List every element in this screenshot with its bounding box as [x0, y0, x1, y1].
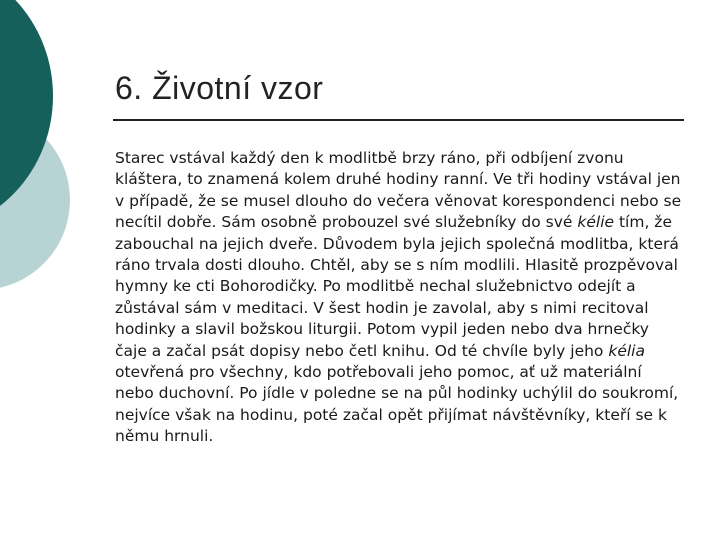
slide-body-text [115, 148, 683, 448]
body-text-part-2: tím, že zabouchal na jejich dveře. Důvodem byla jejich společná modlitba, která ráno trvala dosti dlouho. Chtěl, aby se s ním modlili. Hlasitě prozpěvoval hymny ke cti Bohorodičky. Po modlitbě nechal služebnictvo odejít a zůstával sám v meditaci. V šest hodin je zavolal, aby s nimi recitoval hodinky a slavil božskou liturgii. Potom vypil jeden nebo dva hrnečky čaje a začal psát dopisy nebo četl knihu. Od té chvíle byly jeho [115, 213, 679, 360]
body-text-part-1: Starec vstával každý den k modlitbě brzy ráno, při odbíjení zvonu kláštera, to znamená kolem druhé hodiny ranní. Ve tři hodiny vstával jen v případě, že se musel dlouho do večera věnovat korespondenci nebo se necítil dobře. Sám osobně probouzel své služebníky do své [115, 149, 682, 232]
body-italic-kelie: kélie [577, 213, 615, 232]
body-text-part-3: otevřená pro všechny, kdo potřebovali jeho pomoc, ať už materiální nebo duchovní. Po jídle v poledne se na půl hodinky uchýlil do soukromí, nejvíce však na hodinu, poté začal opět přijímat návštěvníky, kteří se k němu hrnuli. [115, 363, 679, 446]
title-divider [113, 119, 684, 121]
slide-title: 6. Životní vzor [115, 70, 324, 106]
body-italic-kelia: kélia [608, 341, 645, 360]
